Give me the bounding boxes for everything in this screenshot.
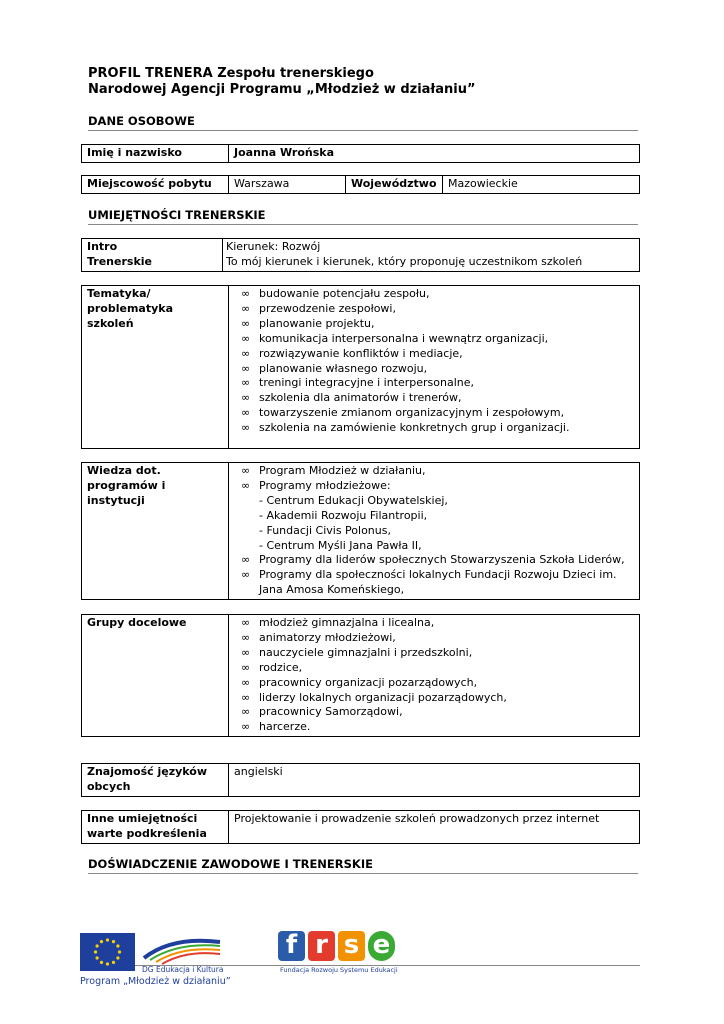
topics-label (82, 286, 229, 449)
languages-table (81, 763, 640, 797)
group-text: rodzice, (259, 660, 303, 674)
bullet-icon: ∞ (241, 553, 251, 567)
intro-label (82, 239, 223, 272)
section-heading-skills: UMIEJĘTNOŚCI TRENERSKIE (88, 208, 638, 225)
topic-text: budowanie potencjału zespołu, (259, 287, 430, 300)
bullet-icon: ∞ (241, 406, 251, 420)
knowledge-text: Programy dla społeczności lokalnych Fundacji Rozwoju Dzieci im. (259, 568, 617, 582)
group-text: nauczyciele gimnazjalni i przedszkolni, (259, 645, 473, 659)
knowledge-value (229, 463, 640, 600)
knowledge-label-line-3: instytucji (87, 493, 145, 507)
other-skills-label (82, 811, 229, 844)
knowledge-text-continued: Jana Amosa Komeńskiego, (259, 583, 405, 597)
topic-text: towarzyszenie zmianom organizacyjnym i zespołowym, (259, 406, 565, 420)
bullet-icon: ∞ (241, 630, 251, 644)
knowledge-text: Programy młodzieżowe: (259, 478, 391, 492)
knowledge-sub-item: - Centrum Myśli Jana Pawła II, (259, 538, 422, 552)
other-skills-label-line-1: Inne umiejętności (87, 812, 198, 825)
topic-text: treningi integracyjne i interpersonalne, (259, 376, 475, 390)
list-item (239, 332, 634, 347)
frse-letter-f: f (278, 931, 305, 961)
topic-text: szkolenia na zamówienie konkretnych grup i organizacji. (259, 421, 570, 435)
topics-label-line-2: problematyka (87, 301, 174, 315)
intro-line-1: Kierunek: Rozwój (226, 240, 321, 253)
languages-value: angielski (229, 764, 640, 797)
title-line-1: PROFIL TRENERA Zespołu trenerskiego (88, 66, 374, 81)
topic-text: szkolenia dla animatorów i trenerów, (259, 391, 462, 405)
title-line-2: Narodowej Agencji Programu „Młodzież w działaniu” (88, 82, 476, 97)
bullet-icon: ∞ (241, 720, 251, 734)
languages-label-line-2: obcych (87, 779, 131, 793)
eu-stars-icon (80, 933, 135, 971)
topics-list (234, 287, 634, 436)
region-label: Województwo (346, 176, 443, 194)
location-table (81, 175, 640, 194)
groups-value (229, 615, 640, 737)
group-text: młodzież gimnazjalna i licealna, (259, 616, 435, 629)
list-item (239, 676, 634, 691)
bullet-icon: ∞ (241, 391, 251, 405)
knowledge-list (234, 464, 634, 598)
list-item (239, 631, 634, 646)
group-text: harcerze. (259, 720, 311, 734)
groups-table (81, 614, 640, 737)
knowledge-sub-item: - Fundacji Civis Polonus, (259, 523, 391, 537)
knowledge-table (81, 462, 640, 600)
knowledge-sub-item: - Centrum Edukacji Obywatelskiej, (259, 493, 448, 507)
section-heading-experience: DOŚWIADCZENIE ZAWODOWE I TRENERSKIE (88, 857, 638, 874)
group-text: pracownicy Samorządowi, (259, 705, 403, 719)
list-item (239, 347, 634, 362)
bullet-icon: ∞ (241, 690, 251, 704)
name-table (81, 144, 640, 163)
languages-label (82, 764, 229, 797)
topic-text: rozwiązywanie konfliktów i mediacje, (259, 346, 463, 360)
frse-letter-e: e (368, 931, 395, 961)
list-item (239, 406, 634, 421)
topic-text: planowanie własnego rozwoju, (259, 361, 428, 375)
list-item (239, 362, 634, 377)
bullet-icon: ∞ (241, 660, 251, 674)
program-swoosh-logo (142, 930, 222, 970)
bullet-icon: ∞ (241, 421, 251, 435)
intro-label-line-2: Trenerskie (87, 254, 152, 268)
bullet-icon: ∞ (241, 331, 251, 345)
intro-line-2: To mój kierunek i kierunek, który proponuję uczestnikom szkoleń (226, 254, 583, 268)
list-item (239, 705, 634, 720)
eu-flag-logo (80, 933, 135, 971)
frse-letter-s: s (338, 931, 365, 961)
bullet-icon: ∞ (241, 616, 251, 629)
list-item (239, 464, 634, 479)
topic-text: komunikacja interpersonalna i wewnątrz organizacji, (259, 331, 549, 345)
name-label: Imię i nazwisko (82, 145, 229, 163)
knowledge-text: Program Młodzież w działaniu, (259, 464, 426, 477)
bullet-icon: ∞ (241, 675, 251, 689)
bullet-icon: ∞ (241, 361, 251, 375)
topics-label-line-3: szkoleń (87, 316, 134, 330)
intro-label-line-1: Intro (87, 240, 118, 253)
groups-list (234, 616, 634, 735)
bullet-icon: ∞ (241, 568, 251, 582)
bullet-icon: ∞ (241, 464, 251, 477)
knowledge-text: Programy dla liderów społecznych Stowarzyszenia Szkoła Liderów, (259, 553, 625, 567)
document-title (88, 66, 476, 98)
other-skills-table (81, 810, 640, 844)
group-text: animatorzy młodzieżowi, (259, 630, 396, 644)
knowledge-label-line-1: Wiedza dot. (87, 464, 161, 477)
bullet-icon: ∞ (241, 705, 251, 719)
knowledge-label-line-2: programów i (87, 478, 166, 492)
languages-label-line-1: Znajomość języków (87, 765, 208, 778)
groups-label: Grupy docelowe (82, 615, 229, 737)
list-item (239, 391, 634, 406)
city-label: Miejscowość pobytu (82, 176, 229, 194)
topics-label-line-1: Tematyka/ (87, 287, 151, 300)
list-item (239, 720, 634, 735)
list-item (239, 421, 634, 436)
list-item (239, 317, 634, 332)
list-item (239, 661, 634, 676)
other-skills-label-line-2: warte podkreślenia (87, 826, 207, 840)
program-caption: Program „Młodzież w działaniu” (80, 976, 231, 987)
list-item (239, 302, 634, 317)
bullet-icon: ∞ (241, 478, 251, 492)
bullet-icon: ∞ (241, 301, 251, 315)
frse-caption: Fundacja Rozwoju Systemu Edukacji (280, 966, 398, 974)
bullet-icon: ∞ (241, 645, 251, 659)
name-value: Joanna Wrońska (229, 145, 640, 163)
list-item (239, 691, 634, 706)
topics-value (229, 286, 640, 449)
swoosh-icon (142, 930, 222, 970)
list-item (239, 616, 634, 631)
region-value: Mazowieckie (443, 176, 640, 194)
bullet-icon: ∞ (241, 287, 251, 300)
topic-text: planowanie projektu, (259, 316, 375, 330)
list-item (239, 376, 634, 391)
frse-letter-r: r (308, 931, 335, 961)
list-item (239, 553, 634, 568)
topics-table (81, 285, 640, 449)
group-text: pracownicy organizacji pozarządowych, (259, 675, 478, 689)
list-item (239, 646, 634, 661)
bullet-icon: ∞ (241, 346, 251, 360)
other-skills-value: Projektowanie i prowadzenie szkoleń prowadzonych przez internet (229, 811, 640, 844)
frse-logo (278, 931, 395, 961)
section-heading-personal: DANE OSOBOWE (88, 114, 638, 131)
bullet-icon: ∞ (241, 376, 251, 390)
list-item (239, 568, 634, 598)
knowledge-sub-item: - Akademii Rozwoju Filantropii, (259, 508, 428, 522)
intro-value (223, 239, 640, 272)
bullet-icon: ∞ (241, 316, 251, 330)
group-text: liderzy lokalnych organizacji pozarządowych, (259, 690, 507, 704)
list-item (239, 287, 634, 302)
knowledge-label (82, 463, 229, 600)
intro-table (81, 238, 640, 272)
dg-caption: DG Edukacja i Kultura (142, 965, 224, 974)
list-item (239, 479, 634, 554)
city-value: Warszawa (229, 176, 346, 194)
topic-text: przewodzenie zespołowi, (259, 301, 396, 315)
